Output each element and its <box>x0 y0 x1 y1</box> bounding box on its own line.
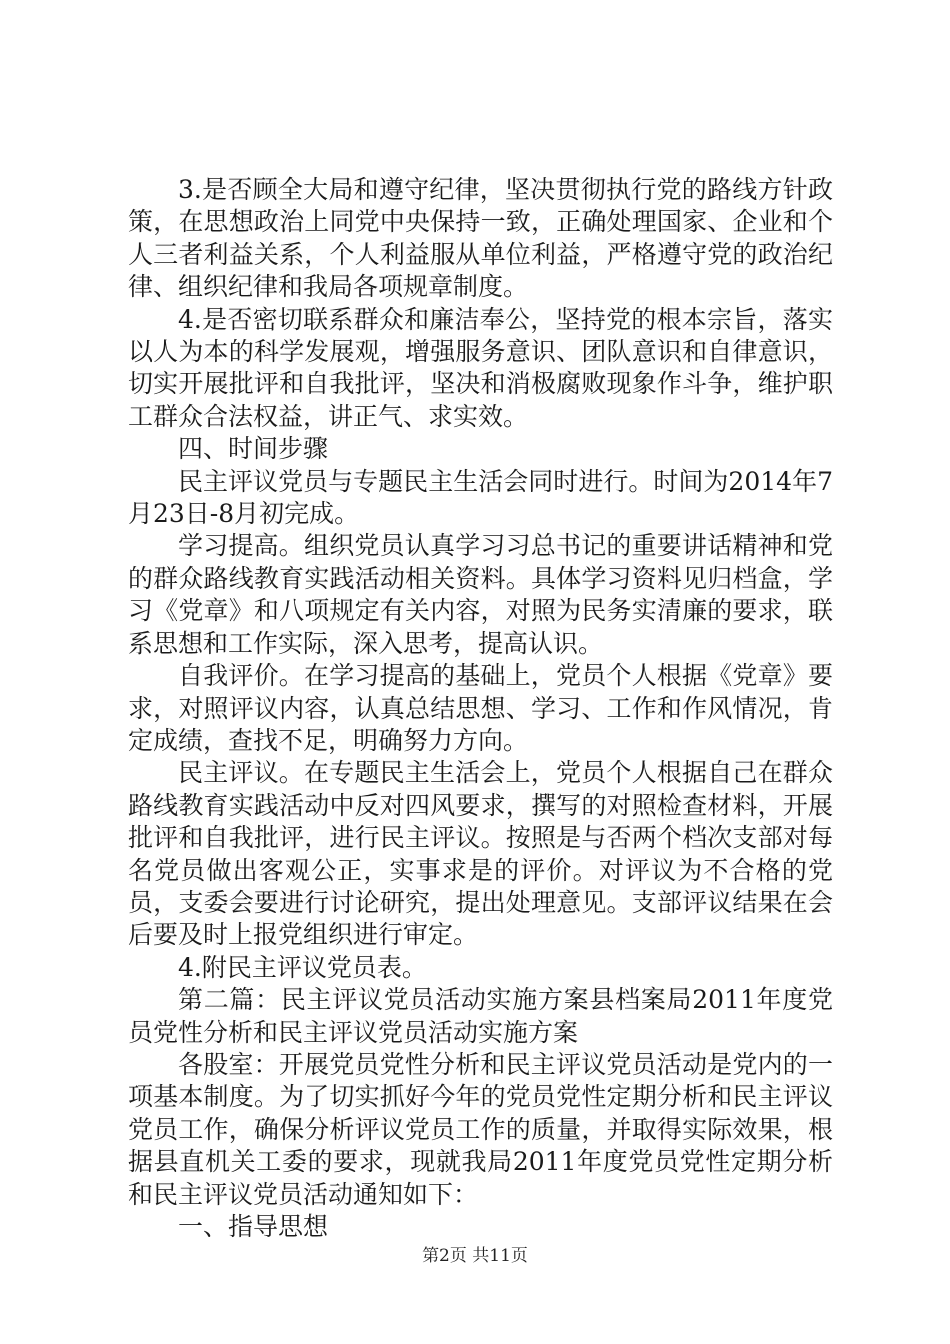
paragraph-self-evaluation: 自我评价。在学习提高的基础上，党员个人根据《党章》要求，对照评议内容，认真总结思想、学习、工作和作风情况，肯定成绩，查找不足，明确努力方向。 <box>128 661 833 755</box>
section-heading-guiding-thought: 一、指导思想 <box>178 1212 329 1241</box>
paragraph-study: 学习提高。组织党员认真学习习总书记的重要讲话精神和党的群众路线教育实践活动相关资料。具体学习资料见归档盒，学习《党章》和八项规定有关内容，对照为民务实清廉的要求，联系思想和工作实际，深入思考，提高认识。 <box>128 531 833 658</box>
paragraph-democratic-review: 民主评议。在专题民主生活会上，党员个人根据自己在群众路线教育实践活动中反对四风要求，撰写的对照检查材料，开展批评和自我批评，进行民主评议。按照是与否两个档次支部对每名党员做出客观公正，实事求是的评价。对评议为不合格的党员，支委会要进行讨论研究，提出处理意见。支部评议结果在会后要及时上报党组织进行审定。 <box>128 758 833 950</box>
paragraph-item-4: 4.是否密切联系群众和廉洁奉公，坚持党的根本宗旨，落实以人为本的科学发展观，增强服务意识、团队意识和自律意识，切实开展批评和自我批评，坚决和消极腐败现象作斗争，维护职工群众合法权益，讲正气、求实效。 <box>128 304 833 431</box>
paragraph-schedule: 民主评议党员与专题民主生活会同时进行。时间为2014年7月23日-8月初完成。 <box>128 466 833 529</box>
paragraph-notice: 各股室：开展党员党性分析和民主评议党员活动是党内的一项基本制度。为了切实抓好今年的党员党性定期分析和民主评议党员工作，确保分析评议党员工作的质量，并取得实际效果，根据县直机关工委的要求，现就我局2011年度党员党性定期分析和民主评议党员活动通知如下： <box>128 1049 833 1209</box>
section-heading-time-steps: 四、时间步骤 <box>178 434 329 464</box>
page-footer <box>0 1241 950 1266</box>
document-body <box>128 174 833 1243</box>
page-number-label: 第2页 共11页 <box>422 1246 528 1266</box>
paragraph-part-two-title: 第二篇：民主评议党员活动实施方案县档案局2011年度党员党性分析和民主评议党员活动实施方案 <box>128 985 833 1047</box>
paragraph-attachment: 4.附民主评议党员表。 <box>178 952 427 982</box>
paragraph-item-3: 3.是否顾全大局和遵守纪律，坚决贯彻执行党的路线方针政策，在思想政治上同党中央保持一致，正确处理国家、企业和个人三者利益关系，个人利益服从单位利益，严格遵守党的政治纪律、组织纪律和我局各项规章制度。 <box>128 175 833 302</box>
